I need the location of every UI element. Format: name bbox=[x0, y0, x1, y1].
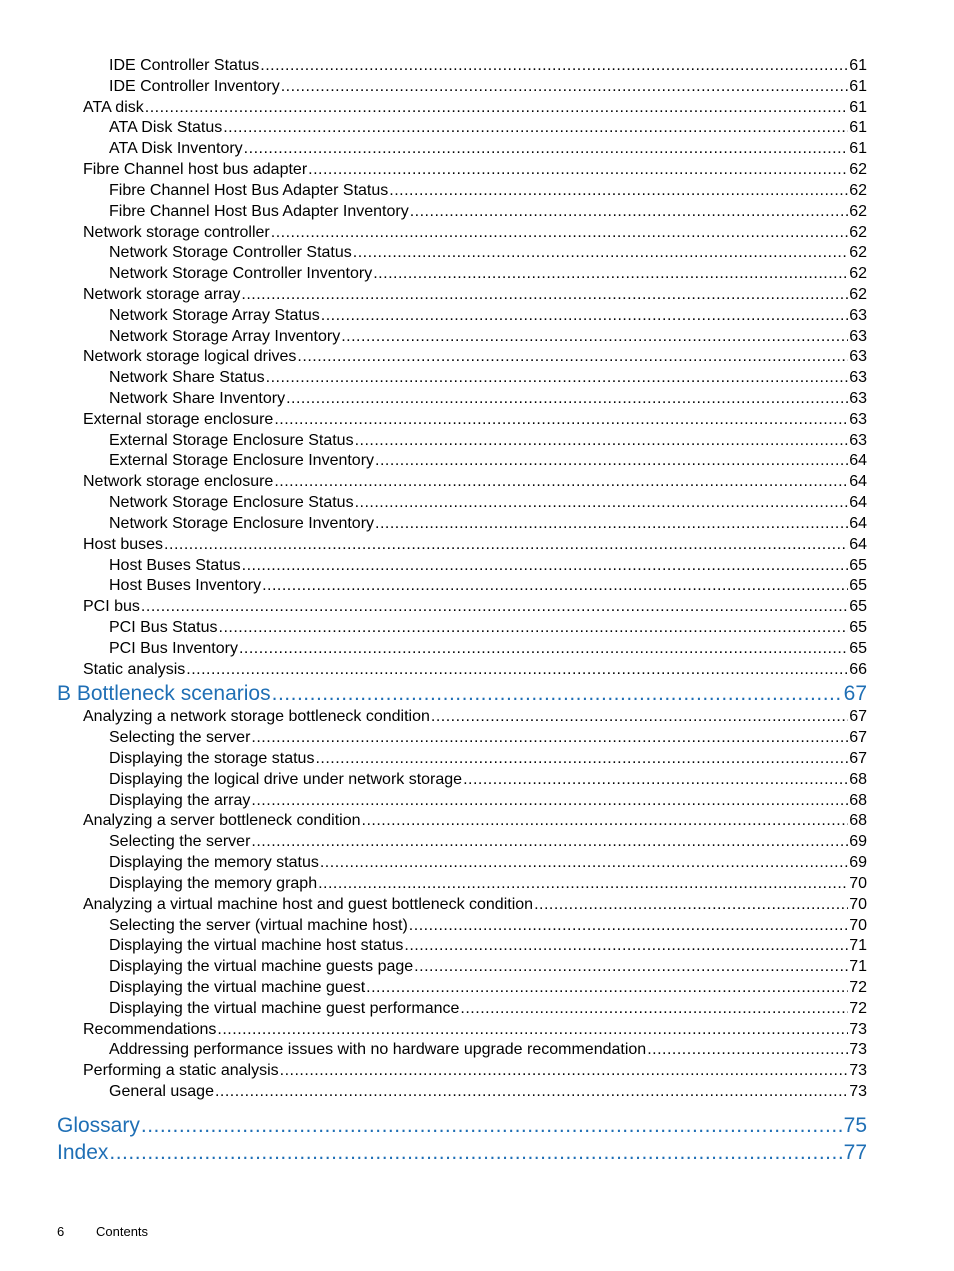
toc-entry[interactable] bbox=[109, 1040, 867, 1061]
toc-dot-leader bbox=[414, 957, 848, 978]
toc-entry[interactable] bbox=[109, 306, 867, 327]
toc-dot-leader bbox=[266, 368, 849, 389]
toc-entry-page: 61 bbox=[849, 98, 867, 116]
toc-dot-leader bbox=[308, 160, 848, 181]
toc-dot-leader bbox=[271, 223, 848, 244]
toc-entry-page: 73 bbox=[849, 1041, 867, 1059]
toc-dot-leader bbox=[341, 327, 848, 348]
toc-entry[interactable] bbox=[83, 223, 867, 244]
toc-entry-page: 63 bbox=[849, 369, 867, 387]
toc-entry-title: Recommendations bbox=[83, 1020, 217, 1038]
toc-entry-page: 75 bbox=[843, 1113, 867, 1137]
toc-dot-leader bbox=[297, 347, 848, 368]
toc-entry[interactable] bbox=[109, 556, 867, 577]
toc-entry-title: Analyzing a server bottleneck condition bbox=[83, 812, 361, 830]
toc-entry-page: 62 bbox=[849, 223, 867, 241]
toc-entry-title: Network Storage Enclosure Status bbox=[109, 494, 354, 512]
toc-entry-page: 62 bbox=[849, 285, 867, 303]
toc-entry[interactable] bbox=[109, 832, 867, 853]
toc-dot-leader bbox=[217, 1020, 848, 1041]
toc-entry-title: Network Storage Enclosure Inventory bbox=[109, 514, 375, 532]
toc-dot-leader bbox=[320, 853, 848, 874]
toc-dot-leader bbox=[355, 431, 849, 452]
toc-entry-page: 61 bbox=[849, 57, 867, 74]
toc-dot-leader bbox=[164, 535, 848, 556]
toc-dot-leader bbox=[355, 493, 849, 514]
toc-entry-page: 62 bbox=[849, 161, 867, 179]
toc-entry-page: 68 bbox=[849, 770, 867, 788]
toc-entry-page: 70 bbox=[849, 874, 867, 892]
toc-entry-title: Displaying the array bbox=[109, 791, 251, 809]
toc-entry-page: 61 bbox=[849, 77, 867, 95]
toc-entry-page: 62 bbox=[849, 265, 867, 283]
toc-entry[interactable] bbox=[109, 389, 867, 410]
toc-entry-title: ATA Disk Status bbox=[109, 119, 223, 137]
toc-dot-leader bbox=[186, 660, 848, 681]
toc-entry-page: 73 bbox=[849, 1062, 867, 1080]
toc-entry-page: 65 bbox=[849, 598, 867, 616]
toc-entry[interactable] bbox=[109, 1082, 867, 1103]
toc-entry-title: PCI bus bbox=[83, 598, 140, 616]
toc-entry[interactable] bbox=[109, 999, 867, 1020]
toc-dot-leader bbox=[239, 639, 848, 660]
toc-entry-title: Network Share Status bbox=[109, 369, 265, 387]
toc-dot-leader bbox=[375, 451, 848, 472]
toc-dot-leader bbox=[410, 202, 848, 223]
footer-page-number: 6 bbox=[57, 1224, 65, 1239]
toc-dot-leader bbox=[141, 1112, 843, 1139]
toc-entry[interactable] bbox=[109, 514, 867, 535]
toc-entry[interactable] bbox=[83, 1020, 867, 1041]
toc-chapter-entry[interactable] bbox=[57, 1139, 867, 1166]
toc-dot-leader bbox=[251, 832, 848, 853]
toc-entry-page: 65 bbox=[849, 577, 867, 595]
toc-dot-leader bbox=[321, 306, 848, 327]
toc-entry-page: 64 bbox=[849, 514, 867, 532]
toc-entry-title: Fibre Channel Host Bus Adapter Status bbox=[109, 181, 389, 199]
footer-section-title: Contents bbox=[96, 1224, 149, 1239]
toc-entry-title: Analyzing a virtual machine host and guest bottleneck condition bbox=[83, 895, 534, 913]
toc-entry-title: PCI Bus Inventory bbox=[109, 639, 238, 657]
toc-dot-leader bbox=[463, 770, 848, 791]
toc-entry-page: 69 bbox=[849, 854, 867, 872]
toc-entry[interactable] bbox=[109, 618, 867, 639]
toc-entry[interactable] bbox=[109, 264, 867, 285]
toc-entry-title: Displaying the memory status bbox=[109, 854, 319, 872]
toc-entry[interactable] bbox=[109, 56, 867, 77]
toc-entry-page: 63 bbox=[849, 410, 867, 428]
toc-entry[interactable] bbox=[109, 77, 867, 98]
toc-entry-page: 63 bbox=[849, 390, 867, 407]
toc-dot-leader bbox=[375, 514, 848, 535]
toc-dot-leader bbox=[251, 791, 848, 812]
toc-entry[interactable] bbox=[109, 243, 867, 264]
toc-entry-page: 65 bbox=[849, 618, 867, 636]
toc-entry-page: 61 bbox=[849, 140, 867, 158]
toc-entry-title: External Storage Enclosure Status bbox=[109, 431, 354, 449]
toc-entry-title: Glossary bbox=[57, 1113, 140, 1137]
toc-entry[interactable] bbox=[83, 472, 867, 493]
toc-entry[interactable] bbox=[109, 451, 867, 472]
toc-dot-leader bbox=[241, 285, 848, 306]
toc-entry-page: 71 bbox=[849, 937, 867, 955]
toc-entry-page: 66 bbox=[849, 660, 867, 678]
toc-entry-title: Network storage logical drives bbox=[83, 348, 297, 366]
toc-dot-leader bbox=[647, 1040, 848, 1061]
toc-entry-title: Network Share Inventory bbox=[109, 390, 286, 407]
toc-entry-title: General usage bbox=[109, 1083, 214, 1100]
toc-entry-page: 62 bbox=[849, 244, 867, 262]
toc-entry[interactable] bbox=[83, 285, 867, 306]
toc-entry[interactable] bbox=[83, 347, 867, 368]
toc-dot-leader bbox=[460, 999, 848, 1020]
toc-entry-title: Host Buses Status bbox=[109, 556, 241, 574]
toc-dot-leader bbox=[274, 472, 848, 493]
toc-entry-page: 63 bbox=[849, 431, 867, 449]
toc-entry[interactable] bbox=[109, 139, 867, 160]
page-footer bbox=[57, 1222, 148, 1242]
table-of-contents bbox=[0, 56, 954, 1166]
toc-dot-leader bbox=[109, 1139, 842, 1166]
toc-entry[interactable] bbox=[109, 431, 867, 452]
toc-entry-title: Network storage enclosure bbox=[83, 473, 274, 491]
toc-entry[interactable] bbox=[109, 874, 867, 895]
toc-entry-page: 62 bbox=[849, 181, 867, 199]
toc-entry-title: IDE Controller Inventory bbox=[109, 77, 280, 95]
toc-entry-title: Displaying the storage status bbox=[109, 750, 315, 767]
toc-entry[interactable] bbox=[83, 895, 867, 916]
toc-entry[interactable] bbox=[109, 202, 867, 223]
toc-entry-page: 72 bbox=[849, 978, 867, 996]
toc-entry-page: 64 bbox=[849, 452, 867, 470]
toc-entry-page: 72 bbox=[849, 999, 867, 1017]
toc-entry[interactable] bbox=[109, 749, 867, 770]
toc-entry-page: 70 bbox=[849, 895, 867, 913]
toc-entry-page: 62 bbox=[849, 202, 867, 220]
toc-entry[interactable] bbox=[109, 791, 867, 812]
toc-dot-leader bbox=[274, 410, 848, 431]
toc-entry[interactable] bbox=[109, 639, 867, 660]
toc-dot-leader bbox=[219, 618, 849, 639]
toc-entry-page: 65 bbox=[849, 556, 867, 574]
toc-entry-title: Selecting the server bbox=[109, 729, 251, 747]
toc-dot-leader bbox=[373, 264, 848, 285]
toc-dot-leader bbox=[315, 749, 848, 770]
toc-entry-title: Selecting the server (virtual machine host) bbox=[109, 916, 408, 934]
toc-entry[interactable] bbox=[83, 811, 867, 832]
toc-entry[interactable] bbox=[83, 660, 867, 681]
toc-entry[interactable] bbox=[109, 118, 867, 139]
toc-entry[interactable] bbox=[109, 957, 867, 978]
toc-entry-title: PCI Bus Status bbox=[109, 618, 218, 636]
toc-entry-title: Displaying the logical drive under network storage bbox=[109, 770, 463, 788]
toc-dot-leader bbox=[431, 707, 848, 728]
toc-dot-leader bbox=[353, 243, 848, 264]
toc-entry-title: Network Storage Array Inventory bbox=[109, 327, 341, 345]
toc-entry-title: Host buses bbox=[83, 535, 164, 553]
toc-dot-leader bbox=[362, 811, 849, 832]
toc-entry[interactable] bbox=[109, 493, 867, 514]
toc-entry[interactable] bbox=[109, 853, 867, 874]
toc-entry-title: Displaying the memory graph bbox=[109, 874, 318, 892]
toc-chapter-entry[interactable] bbox=[57, 680, 867, 707]
toc-entry-title: ATA Disk Inventory bbox=[109, 140, 243, 158]
toc-entry[interactable] bbox=[83, 98, 867, 119]
toc-entry[interactable] bbox=[109, 576, 867, 597]
toc-dot-leader bbox=[242, 556, 849, 577]
toc-entry-page: 73 bbox=[849, 1020, 867, 1038]
toc-entry-title: IDE Controller Status bbox=[109, 57, 260, 74]
toc-entry-title: External storage enclosure bbox=[83, 410, 274, 428]
toc-entry-page: 73 bbox=[849, 1083, 867, 1100]
toc-dot-leader bbox=[272, 680, 843, 707]
toc-entry[interactable] bbox=[109, 327, 867, 348]
toc-entry-page: 70 bbox=[849, 916, 867, 934]
toc-entry-title: Addressing performance issues with no hardware upgrade recommendation bbox=[109, 1041, 647, 1059]
toc-entry-title: Network Storage Array Status bbox=[109, 306, 320, 324]
toc-entry-page: 67 bbox=[849, 750, 867, 767]
toc-dot-leader bbox=[215, 1082, 848, 1103]
toc-entry-title: Host Buses Inventory bbox=[109, 577, 262, 595]
toc-entry[interactable] bbox=[83, 410, 867, 431]
toc-dot-leader bbox=[366, 978, 848, 999]
toc-entry-title: Displaying the virtual machine host status bbox=[109, 937, 404, 955]
toc-entry-page: 71 bbox=[849, 958, 867, 976]
toc-entry-title: Performing a static analysis bbox=[83, 1062, 279, 1080]
toc-entry-title: B Bottleneck scenarios bbox=[57, 682, 271, 706]
toc-entry-page: 68 bbox=[849, 791, 867, 809]
toc-entry-title: Network Storage Controller Inventory bbox=[109, 265, 373, 283]
toc-dot-leader bbox=[318, 874, 848, 895]
toc-entry-title: Network storage controller bbox=[83, 223, 270, 241]
toc-entry[interactable] bbox=[109, 936, 867, 957]
toc-entry[interactable] bbox=[83, 535, 867, 556]
toc-entry-page: 63 bbox=[849, 327, 867, 345]
toc-entry-title: Static analysis bbox=[83, 660, 186, 678]
toc-entry[interactable] bbox=[109, 916, 867, 937]
toc-entry-page: 67 bbox=[849, 729, 867, 747]
toc-entry-title: Displaying the virtual machine guests page bbox=[109, 958, 414, 976]
toc-entry[interactable] bbox=[83, 597, 867, 618]
toc-entry-page: 65 bbox=[849, 639, 867, 657]
toc-entry-title: Displaying the virtual machine guest performance bbox=[109, 999, 460, 1017]
toc-entry[interactable] bbox=[109, 181, 867, 202]
toc-entry-page: 64 bbox=[849, 535, 867, 553]
toc-dot-leader bbox=[141, 597, 848, 618]
toc-dot-leader bbox=[262, 576, 848, 597]
toc-entry-page: 64 bbox=[849, 473, 867, 491]
toc-entry-page: 67 bbox=[843, 682, 867, 706]
toc-dot-leader bbox=[404, 936, 848, 957]
toc-entry[interactable] bbox=[83, 707, 867, 728]
toc-dot-leader bbox=[251, 728, 848, 749]
toc-dot-leader bbox=[145, 98, 848, 119]
toc-dot-leader bbox=[286, 389, 848, 410]
toc-dot-leader bbox=[244, 139, 849, 160]
toc-entry-title: Fibre Channel host bus adapter bbox=[83, 161, 308, 179]
toc-entry-title: Index bbox=[57, 1140, 109, 1164]
toc-dot-leader bbox=[409, 916, 848, 937]
toc-entry-page: 68 bbox=[849, 812, 867, 830]
toc-entry-page: 63 bbox=[849, 306, 867, 324]
toc-entry[interactable] bbox=[83, 160, 867, 181]
toc-dot-leader bbox=[280, 1061, 849, 1082]
toc-entry-title: Network Storage Controller Status bbox=[109, 244, 352, 262]
toc-entry-page: 77 bbox=[843, 1140, 867, 1164]
toc-entry-title: Displaying the virtual machine guest bbox=[109, 978, 366, 996]
toc-entry-title: ATA disk bbox=[83, 98, 144, 116]
toc-entry[interactable] bbox=[109, 728, 867, 749]
toc-entry-title: External Storage Enclosure Inventory bbox=[109, 452, 375, 470]
toc-entry-page: 63 bbox=[849, 348, 867, 366]
toc-entry-page: 67 bbox=[849, 708, 867, 726]
toc-dot-leader bbox=[260, 56, 848, 77]
toc-entry-page: 69 bbox=[849, 833, 867, 851]
toc-dot-leader bbox=[281, 77, 848, 98]
toc-dot-leader bbox=[223, 118, 848, 139]
toc-entry-page: 64 bbox=[849, 494, 867, 512]
toc-entry-title: Selecting the server bbox=[109, 833, 251, 851]
toc-chapter-entry[interactable] bbox=[57, 1112, 867, 1139]
toc-entry-title: Fibre Channel Host Bus Adapter Inventory bbox=[109, 202, 409, 220]
toc-entry[interactable] bbox=[83, 1061, 867, 1082]
toc-entry[interactable] bbox=[109, 368, 867, 389]
toc-dot-leader bbox=[389, 181, 848, 202]
toc-entry[interactable] bbox=[109, 978, 867, 999]
toc-entry-page: 61 bbox=[849, 119, 867, 137]
toc-entry[interactable] bbox=[109, 770, 867, 791]
toc-dot-leader bbox=[534, 895, 848, 916]
toc-entry-title: Network storage array bbox=[83, 285, 241, 303]
toc-entry-title: Analyzing a network storage bottleneck condition bbox=[83, 708, 430, 726]
